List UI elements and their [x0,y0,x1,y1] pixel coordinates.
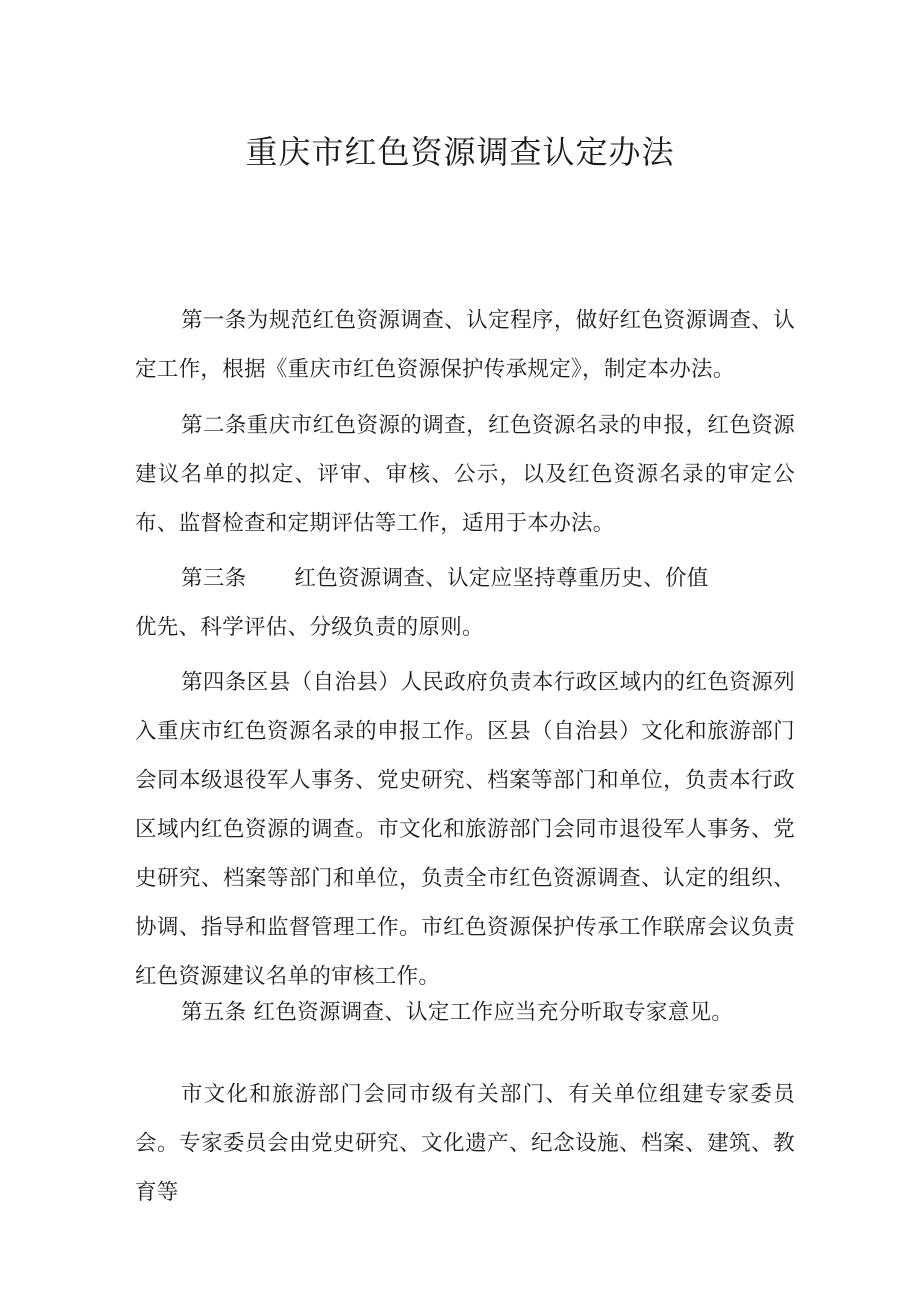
article-3-paragraph [135,554,795,652]
article-3-line-1: 红色资源调查、认定应坚持尊重历史、价值 [294,566,709,591]
document-title: 重庆市红色资源调查认定办法 [245,133,675,171]
article-1-paragraph: 第一条为规范红色资源调查、认定程序，做好红色资源调查、认定工作，根据《重庆市红色资源保护传承规定》，制定本办法。 [135,308,795,382]
article-5-continuation-paragraph: 市文化和旅游部门会同市级有关部门、有关单位组建专家委员会。专家委员会由党史研究、文化遗产、纪念设施、档案、建筑、教育等 [135,1082,795,1205]
article-5-paragraph: 第五条 红色资源调查、认定工作应当充分听取专家意见。 [181,1000,734,1025]
article-2-paragraph: 第二条重庆市红色资源的调查，红色资源名录的申报，红色资源建议名单的拟定、评审、审核、公示，以及红色资源名录的审定公布、监督检查和定期评估等工作，适用于本办法。 [135,413,795,536]
article-3-line-2: 优先、科学评估、分级负责的原则。 [135,615,484,640]
article-3-label: 第三条 [181,566,247,591]
article-4-paragraph: 第四条区县（自治县）人民政府负责本行政区域内的红色资源列入重庆市红色资源名录的申报工作。区县（自治县）文化和旅游部门会同本级退役军人事务、党史研究、档案等部门和单位，负责本行政区域内红色资源的调查。市文化和旅游部门会同市退役军人事务、党史研究、档案等部门和单位，负责全市红色资源调查、认定的组织、协调、指导和监督管理工作。市红色资源保护传承工作联席会议负责红色资源建议名单的审核工作。 [135,670,795,989]
